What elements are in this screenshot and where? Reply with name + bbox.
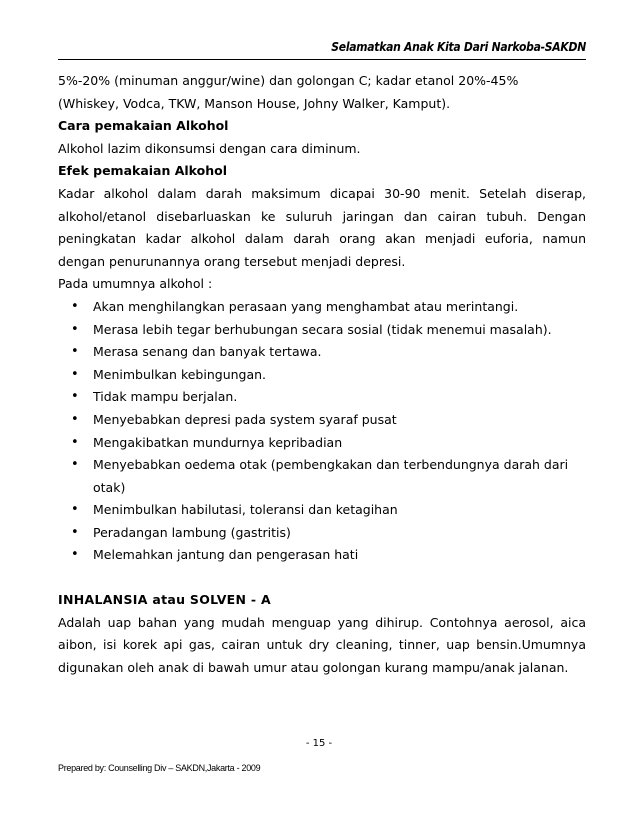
bullet-icon: • xyxy=(71,344,79,360)
intro-line-1: 5%-20% (minuman anggur/wine) dan golongan C; kadar etanol 20%-45% xyxy=(58,73,519,88)
bullet-icon: • xyxy=(71,389,79,405)
list-item-text: Akan menghilangkan perasaan yang menghambat atau merintangi. xyxy=(93,298,519,314)
page-content xyxy=(58,70,586,679)
efek-pemakaian-paragraph: Kadar alkohol dalam darah maksimum dicapai 30-90 menit. Setelah diserap, alkohol/etanol disebarluaskan ke suluruh jaringan dan cairan tubuh. Dengan peningkatan kadar alkohol dalam darah orang akan menjadi euforia, namun dengan penurunannya orang tersebut menjadi depresi. xyxy=(58,185,586,269)
list-item-text: Menyebabkan depresi pada system syaraf pusat xyxy=(93,411,397,427)
section-spacer xyxy=(58,567,586,589)
list-item-text: Melemahkan jantung dan pengerasan hati xyxy=(93,547,359,563)
list-item xyxy=(58,296,586,319)
list-item xyxy=(58,409,586,432)
page-number: - 15 - xyxy=(305,738,333,749)
list-item xyxy=(58,454,586,499)
list-item-text: Merasa lebih tegar berhubungan secara sosial (tidak menemui masalah). xyxy=(93,321,552,337)
list-item-text: Mengakibatkan mundurnya kepribadian xyxy=(93,434,343,450)
list-item-text: Menyebabkan oedema otak (pembengkakan dan terbendungnya darah dari otak) xyxy=(93,457,569,495)
list-item xyxy=(58,522,586,545)
bullet-icon: • xyxy=(71,298,79,314)
list-item-text: Menimbulkan kebingungan. xyxy=(93,366,267,382)
bullet-icon: • xyxy=(71,366,79,382)
list-item xyxy=(58,319,586,342)
list-item xyxy=(58,544,586,567)
footer-text: Prepared by: Counselling Div – SAKDN,Jakarta - 2009 xyxy=(58,763,261,773)
heading-cara-pemakaian: Cara pemakaian Alkohol xyxy=(58,118,229,134)
bullet-icon: • xyxy=(71,411,79,427)
bullet-icon: • xyxy=(71,547,79,563)
list-item xyxy=(58,386,586,409)
bullet-icon: • xyxy=(71,457,79,473)
list-item-text: Menimbulkan habilutasi, toleransi dan ketagihan xyxy=(93,502,398,518)
list-item xyxy=(58,364,586,387)
bullet-icon: • xyxy=(71,434,79,450)
heading-efek-pemakaian: Efek pemakaian Alkohol xyxy=(58,163,228,179)
list-item-text: Merasa senang dan banyak tertawa. xyxy=(93,344,322,360)
running-header-title: Selamatkan Anak Kita Dari Narkoba-SAKDN xyxy=(331,40,586,54)
bullet-icon: • xyxy=(71,502,79,518)
list-item xyxy=(58,341,586,364)
list-item-text: Tidak mampu berjalan. xyxy=(93,389,238,405)
bullet-icon: • xyxy=(71,524,79,540)
pada-umumnya-label: Pada umumnya alkohol : xyxy=(58,276,213,292)
inhalansia-paragraph: Adalah uap bahan yang mudah menguap yang dihirup. Contohnya aerosol, aica aibon, isi korek api gas, cairan untuk dry cleaning, tinner, uap bensin.Umumnya digunakan oleh anak di bawah umur atau golongan kurang mampu/anak jalanan. xyxy=(58,614,586,675)
effects-list xyxy=(58,296,586,567)
bullet-icon: • xyxy=(71,321,79,337)
heading-inhalansia: INHALANSIA atau SOLVEN - A xyxy=(58,592,272,608)
list-item xyxy=(58,499,586,522)
intro-line-2: (Whiskey, Vodca, TKW, Manson House, Johny Walker, Kamput). xyxy=(58,95,451,111)
list-item xyxy=(58,432,586,455)
cara-pemakaian-text: Alkohol lazim dikonsumsi dengan cara diminum. xyxy=(58,140,361,156)
header-divider xyxy=(58,59,586,60)
list-item-text: Peradangan lambung (gastritis) xyxy=(93,524,291,540)
